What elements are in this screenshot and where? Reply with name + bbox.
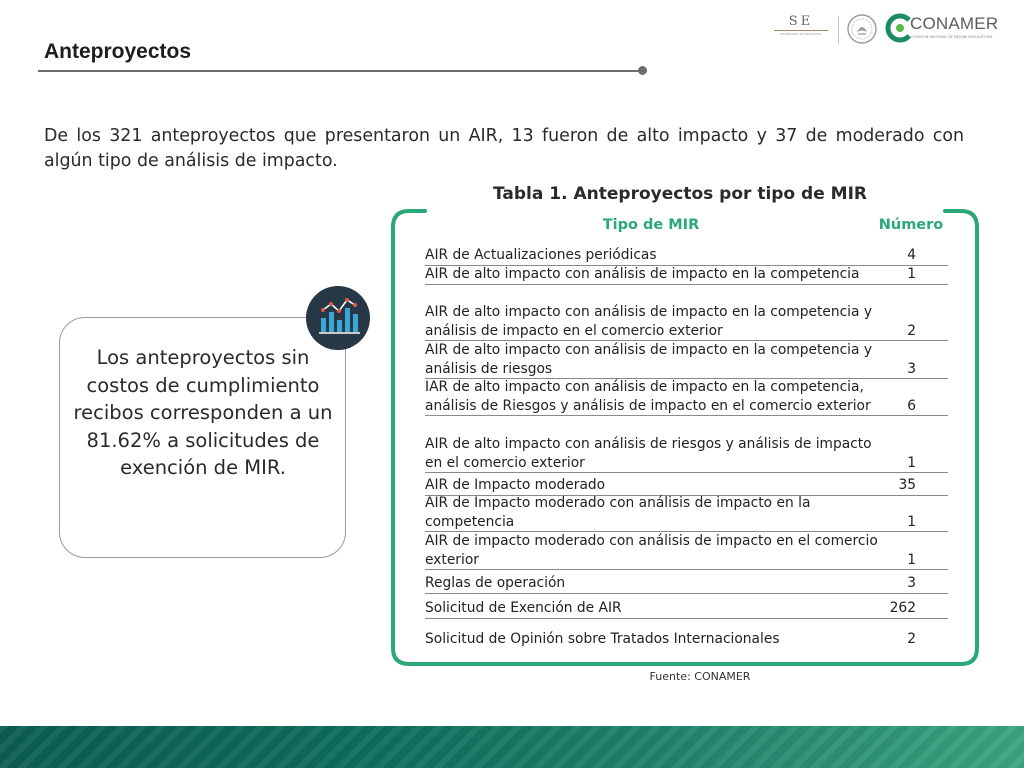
footer-band	[0, 726, 1024, 768]
slide-title: Anteproyectos	[44, 40, 192, 63]
cell-numero: 2	[907, 631, 916, 647]
table-row	[425, 599, 948, 619]
table-row	[425, 574, 948, 594]
cell-numero: 6	[907, 397, 916, 414]
cell-tipo: AIR de impacto moderado con análisis de impacto en el comercio exterior	[425, 533, 878, 568]
title-underline-dot	[638, 66, 647, 75]
cell-tipo: AIR de alto impacto con análisis de impacto en la competencia y análisis de impacto en el comercio exterior	[425, 304, 873, 339]
column-header-tipo: Tipo de MIR	[602, 217, 700, 233]
bar-chart-icon	[306, 286, 370, 350]
conamer-name: CONAMER	[910, 14, 999, 33]
table-row	[425, 435, 948, 473]
cell-numero: 4	[907, 247, 916, 263]
title-underline	[38, 70, 641, 72]
table-row	[425, 303, 948, 341]
se-mark: SE	[788, 14, 814, 29]
cell-numero: 1	[907, 266, 916, 282]
cell-numero: 1	[907, 513, 916, 530]
table-row	[425, 476, 948, 496]
cell-tipo: Solicitud de Opinión sobre Tratados Internacionales	[425, 631, 780, 647]
cell-tipo: AIR de Impacto moderado con análisis de impacto en la competencia	[425, 495, 811, 530]
table-caption: Tabla 1. Anteproyectos por tipo de MIR	[493, 184, 867, 204]
table-row	[425, 494, 948, 532]
cell-numero: 3	[907, 575, 916, 591]
intro-paragraph: De los 321 anteproyectos que presentaron un AIR, 13 fueron de alto impacto y 37 de moderado con algún tipo de análisis de impacto.	[44, 126, 964, 171]
cell-numero: 262	[889, 600, 916, 616]
table-row	[425, 630, 948, 649]
cell-tipo: Solicitud de Exención de AIR	[425, 600, 622, 616]
table-row	[425, 265, 948, 285]
column-header-numero: Número	[878, 217, 944, 233]
cell-tipo: AIR de Impacto moderado	[425, 477, 606, 493]
cell-numero: 35	[898, 477, 916, 493]
header-logos	[770, 10, 1020, 50]
se-subtitle: SECRETARÍA DE ECONOMÍA	[780, 32, 822, 36]
mexico-seal-icon	[846, 13, 878, 45]
cell-tipo: AIR de alto impacto con análisis de riesgos y análisis de impacto en el comercio exterior	[425, 436, 872, 471]
logo-separator	[838, 16, 839, 44]
table-row	[425, 246, 948, 266]
cell-tipo: AIR de alto impacto con análisis de impacto en la competencia	[425, 266, 860, 282]
cell-numero: 1	[907, 551, 916, 568]
cell-tipo: IAR de alto impacto con análisis de impacto en la competencia, análisis de Riesgos y análisis de impacto en el comercio exterior	[425, 379, 871, 414]
table-source: Fuente: CONAMER	[649, 670, 751, 683]
table-row	[425, 378, 948, 416]
table-row	[425, 532, 948, 570]
cell-numero: 3	[907, 360, 916, 377]
cell-tipo: AIR de Actualizaciones periódicas	[425, 247, 657, 263]
conamer-tagline: COMISIÓN NACIONAL DE MEJORA REGULATORIA	[911, 35, 993, 39]
table-row	[425, 341, 948, 379]
callout-text: Los anteproyectos sin costos de cumplimiento recibos corresponden a un 81.62% a solicitudes de exención de MIR.	[73, 346, 333, 479]
se-logo	[770, 14, 832, 36]
cell-tipo: AIR de alto impacto con análisis de impacto en la competencia y análisis de riesgos	[425, 342, 873, 377]
cell-numero: 2	[907, 322, 916, 339]
cell-tipo: Reglas de operación	[425, 575, 566, 591]
cell-numero: 1	[907, 454, 916, 471]
